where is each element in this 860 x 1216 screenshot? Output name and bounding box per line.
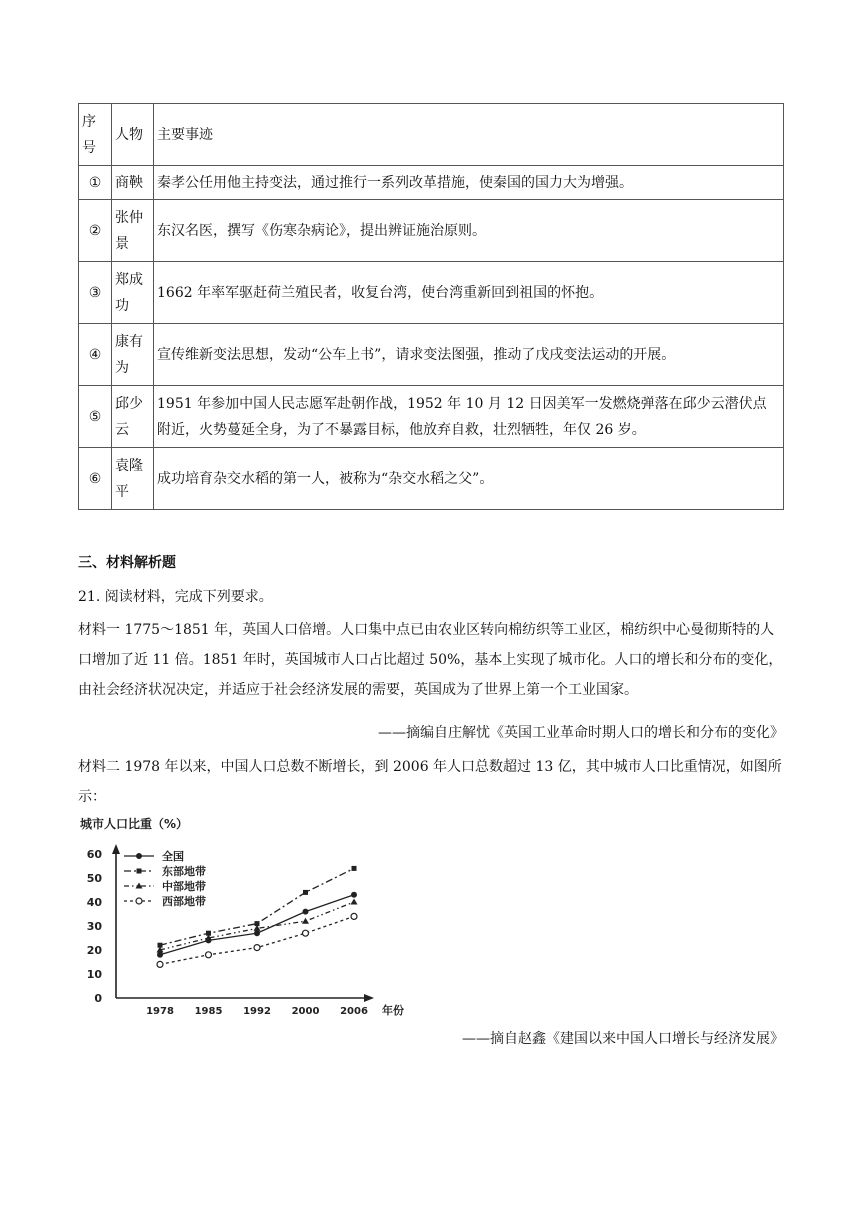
y-tick-label: 40 xyxy=(86,896,102,909)
data-point xyxy=(254,930,260,936)
data-point xyxy=(351,913,357,919)
legend-label: 西部地带 xyxy=(162,895,206,908)
data-point xyxy=(206,952,212,958)
row-person: 郑成功 xyxy=(112,262,154,324)
row-deeds: 东汉名医，撰写《伤寒杂病论》，提出辨证施治原则。 xyxy=(154,200,784,262)
data-point xyxy=(352,866,357,871)
data-point xyxy=(137,869,142,874)
chart-title: 城市人口比重（%） xyxy=(80,817,189,831)
row-deeds: 成功培育杂交水稻的第一人，被称为“杂交水稻之父”。 xyxy=(154,448,784,510)
y-tick-label: 30 xyxy=(86,920,102,933)
row-person: 袁隆平 xyxy=(112,448,154,510)
material-two-source: ——摘自赵鑫《建国以来中国人口增长与经济发展》 xyxy=(462,1031,784,1047)
x-tick-label: 2006 xyxy=(340,1006,368,1017)
row-deeds: 秦孝公任用他主持变法，通过推行一系列改革措施，使秦国的国力大为增强。 xyxy=(154,166,784,200)
question-prompt: 21. 阅读材料，完成下列要求。 xyxy=(78,589,273,605)
y-tick-label: 50 xyxy=(86,872,102,885)
material-two: 材料二 1978 年以来，中国人口总数不断增长，到 2006 年人口总数超过 13 亿，其中城市人口比重情况，如图所示： xyxy=(78,759,782,805)
row-person: 张仲景 xyxy=(112,200,154,262)
material-one: 材料一 1775～1851 年，英国人口倍增。人口集中点已由农业区转向棉纺织等工业区，棉纺织中心曼彻斯特的人口增加了近 11 倍。1851 年时，英国城市人口占比超过 50%，基本上实现了城市化。人口的增长和分布的变化，由社会经济状况决定，并适应于社会经济发展的需要，英国成为了世界上第一个工业国家。 xyxy=(78,622,783,698)
table-row xyxy=(79,166,784,200)
row-deeds: 1951 年参加中国人民志愿军赴朝作战，1952 年 10 月 12 日因美军一发燃烧弹落在邱少云潜伏点附近，火势蔓延全身，为了不暴露目标，他放弃自救，壮烈牺牲，年仅 26 岁。 xyxy=(154,386,784,448)
row-number: ⑤ xyxy=(79,386,112,448)
x-axis-arrow xyxy=(364,994,374,1002)
x-tick-label: 1985 xyxy=(194,1006,223,1017)
data-point xyxy=(302,918,309,924)
y-tick-label: 10 xyxy=(86,968,102,981)
legend-label: 中部地带 xyxy=(162,880,206,893)
data-point xyxy=(136,853,142,859)
x-tick-label: 1978 xyxy=(146,1006,174,1017)
row-number: ③ xyxy=(79,262,112,324)
y-axis-arrow xyxy=(112,844,120,854)
section-title: 三、材料解析题 xyxy=(78,555,176,571)
data-point xyxy=(157,952,163,958)
table-row xyxy=(79,324,784,386)
y-tick-label: 20 xyxy=(86,944,102,957)
row-number: ② xyxy=(79,200,112,262)
x-tick-label: 2000 xyxy=(291,1006,320,1017)
data-point xyxy=(136,898,142,904)
data-point xyxy=(303,909,309,915)
y-tick-label: 0 xyxy=(94,992,102,1005)
table-row xyxy=(79,200,784,262)
header-deeds: 主要事迹 xyxy=(154,104,784,166)
x-tick-labels xyxy=(146,1006,368,1017)
x-tick-label: 1992 xyxy=(243,1006,271,1017)
header-person: 人物 xyxy=(112,104,154,166)
data-point xyxy=(157,961,163,967)
row-person: 邱少云 xyxy=(112,386,154,448)
legend-label: 东部地带 xyxy=(162,865,206,878)
table-row xyxy=(79,386,784,448)
header-number: 序号 xyxy=(79,104,112,166)
chart-legend xyxy=(124,849,206,908)
row-person: 商鞅 xyxy=(112,166,154,200)
table-row xyxy=(79,262,784,324)
row-person: 康有为 xyxy=(112,324,154,386)
table-row xyxy=(79,448,784,510)
x-axis-label: 年份 xyxy=(382,1004,404,1017)
table-header-row xyxy=(79,104,784,166)
legend-label: 全国 xyxy=(162,850,184,863)
row-number: ① xyxy=(79,166,112,200)
row-deeds: 宣传维新变法思想，发动“公车上书”，请求变法图强，推动了戊戌变法运动的开展。 xyxy=(154,324,784,386)
data-point xyxy=(303,890,308,895)
y-tick-labels xyxy=(87,848,103,1005)
row-number: ⑥ xyxy=(79,448,112,510)
urban-population-chart xyxy=(78,814,418,1020)
historical-figures-table xyxy=(78,103,784,510)
row-number: ④ xyxy=(79,324,112,386)
data-point xyxy=(254,945,260,951)
material-one-source: ——摘编自庄解忧《英国工业革命时期人口的增长和分布的变化》 xyxy=(378,725,784,741)
data-point xyxy=(351,899,358,905)
data-point xyxy=(351,892,357,898)
data-point xyxy=(303,930,309,936)
y-tick-label: 60 xyxy=(86,848,102,861)
row-deeds: 1662 年率军驱赶荷兰殖民者，收复台湾，使台湾重新回到祖国的怀抱。 xyxy=(154,262,784,324)
